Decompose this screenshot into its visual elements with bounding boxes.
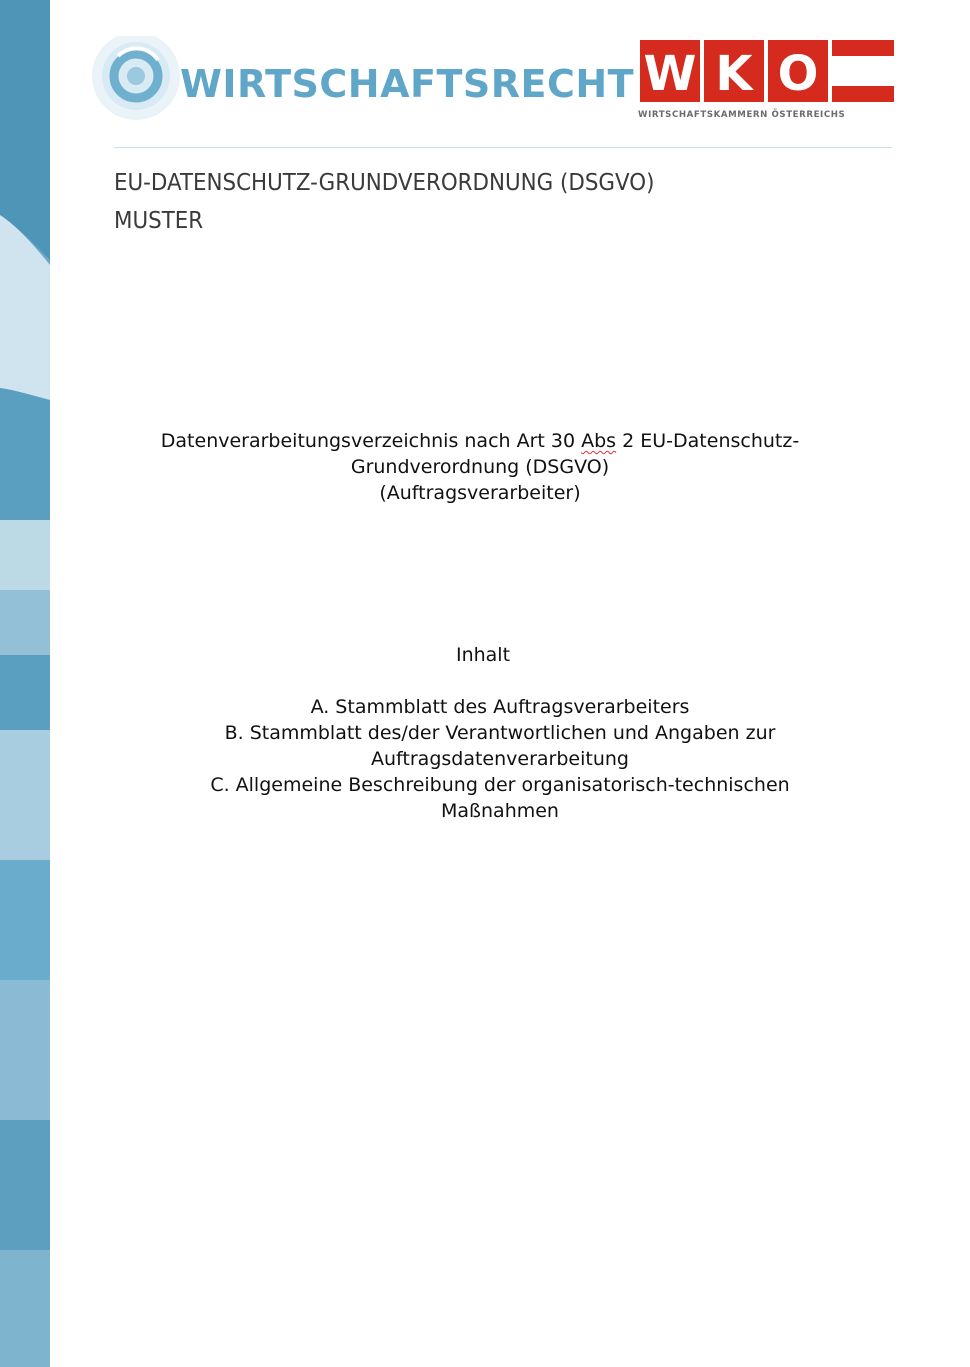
decorative-side-band [0, 0, 50, 1367]
svg-text:W: W [643, 46, 697, 102]
subtitle-line-1 [80, 428, 880, 454]
document-title [114, 164, 654, 240]
toc-line: C. Allgemeine Beschreibung der organisatorisch-technischen [210, 774, 790, 796]
toc-line: B. Stammblatt des/der Verantwortlichen und Angaben zur [224, 722, 776, 744]
table-of-contents [100, 694, 900, 824]
toc-line: Maßnahmen [441, 800, 559, 822]
svg-text:O: O [777, 46, 819, 102]
subtitle-line-3: (Auftragsverarbeiter) [379, 482, 581, 504]
title-line-2: MUSTER [114, 208, 204, 234]
title-line-1: EU-DATENSCHUTZ-GRUNDVERORDNUNG (DSGVO) [114, 170, 655, 196]
header-divider [114, 147, 892, 148]
wko-subtitle: WIRTSCHAFTSKAMMERN ÖSTERREICHS [638, 110, 846, 120]
subtitle-line-1-part-a: Datenverarbeitungsverzeichnis nach Art 30 [160, 430, 582, 452]
toc-line: Auftragsdatenverarbeitung [371, 748, 629, 770]
toc-line: A. Stammblatt des Auftragsverarbeiters [310, 696, 690, 718]
toc-heading: Inhalt [455, 644, 511, 666]
brand-name: WIRTSCHAFTSRECHT [180, 62, 635, 106]
spellcheck-marked-word: Abs [581, 430, 617, 452]
subtitle-line-1-part-c: 2 EU-Datenschutz- [616, 430, 800, 452]
document-subtitle [80, 428, 880, 506]
subtitle-line-2: Grundverordnung (DSGVO) [350, 456, 610, 478]
svg-text:K: K [715, 46, 753, 102]
